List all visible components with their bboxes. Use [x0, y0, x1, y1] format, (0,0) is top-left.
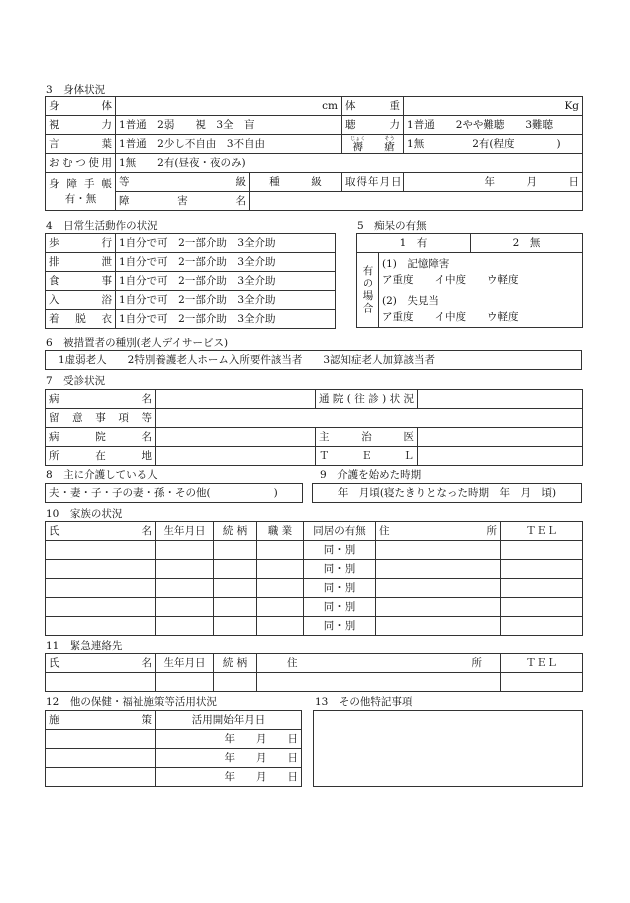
- adl-table: [45, 233, 336, 329]
- tel-value: [418, 447, 583, 466]
- speech-options: 1普通 2少し不自由 3不自由: [116, 135, 342, 154]
- section-6-title: 6 被措置者の種別(老人デイサービス): [46, 337, 229, 349]
- disorientation: (2) 失見当 ア重度 イ中度 ウ軽度: [379, 290, 583, 328]
- diaper-label: おむつ使用: [46, 154, 116, 173]
- disease-value: [156, 390, 316, 409]
- address-label: 所 在 地: [46, 447, 156, 466]
- section-12-title: 12 他の保健・福祉施策等活用状況: [46, 696, 217, 708]
- dementia-case-label: 有の場合: [357, 253, 379, 328]
- medical-table: [45, 389, 583, 466]
- emergency-birth-header: 生年月日: [156, 654, 214, 673]
- emergency-rel-header: 続 柄: [214, 654, 257, 673]
- adl-label: 入 浴: [46, 291, 116, 310]
- adl-options: 1自分で可 2一部介助 3全介助: [116, 291, 336, 310]
- family-live-header: 同居の有無: [304, 522, 376, 541]
- vision-label: 視 力: [46, 116, 116, 135]
- family-name-header: 氏 名: [46, 522, 156, 541]
- care-type-table: [45, 350, 582, 370]
- facility-header: 施 策: [46, 711, 156, 730]
- kind-label: 種 級: [250, 173, 342, 192]
- speech-label: 言 葉: [46, 135, 116, 154]
- section-4-title: 4 日常生活動作の状況: [46, 220, 158, 232]
- care-type-options: 1虚弱老人 2特別養護老人ホーム入所要件該当者 3認知症老人加算該当者: [46, 351, 582, 370]
- acquired-label: 取得年月日: [342, 173, 404, 192]
- section-8-title: 8 主に介護している人: [46, 469, 158, 481]
- emergency-addr-header: 住 所: [257, 654, 501, 673]
- adl-options: 1自分で可 2一部介助 3全介助: [116, 234, 336, 253]
- weight-label: 体 重: [342, 97, 404, 116]
- vision-options: 1普通 2弱 視 3全 盲: [116, 116, 342, 135]
- height-label: 身 体: [46, 97, 116, 116]
- welfare-table: [45, 710, 302, 787]
- adl-options: 1自分で可 2一部介助 3全介助: [116, 253, 336, 272]
- section-3-title: 3 身体状況: [46, 84, 106, 96]
- dementia-no: 2 無: [471, 234, 583, 253]
- adl-label: 着 脱 衣: [46, 310, 116, 329]
- section-7-title: 7 受診状況: [46, 375, 106, 387]
- hospital-value: [156, 428, 316, 447]
- disease-label: 病 名: [46, 390, 156, 409]
- doctor-label: 主 治 医: [316, 428, 418, 447]
- bedsore-options: 1無 2有(程度 ): [404, 135, 583, 154]
- start-date-value: 年 月 日: [156, 730, 302, 749]
- family-job-header: 職 業: [257, 522, 304, 541]
- visit-value: [418, 390, 583, 409]
- hospital-label: 病 院 名: [46, 428, 156, 447]
- height-unit: cm: [116, 97, 342, 116]
- family-live-value: 同・別: [304, 598, 376, 617]
- section-5-title: 5 痴呆の有無: [357, 220, 427, 232]
- body-status-table: [45, 96, 583, 211]
- grade-label: 等 級: [116, 173, 250, 192]
- adl-label: 食 事: [46, 272, 116, 291]
- memory-impairment: (1) 記憶障害 ア重度 イ中度 ウ軽度: [379, 253, 583, 291]
- doctor-value: [418, 428, 583, 447]
- adl-label: 排 泄: [46, 253, 116, 272]
- bedsore-label: 褥じょく 瘡そう: [342, 135, 404, 154]
- address-value: [156, 447, 316, 466]
- family-live-value: 同・別: [304, 560, 376, 579]
- tel-label: Ｔ Ｅ Ｌ: [316, 447, 418, 466]
- disability-label: 障害名: [116, 192, 250, 211]
- family-table: [45, 521, 583, 636]
- caregiver-options: 夫・妻・子・子の妻・孫・その他( ): [46, 484, 303, 503]
- acquired-date: 年 月 日: [404, 173, 583, 192]
- family-addr-header: 住 所: [376, 522, 501, 541]
- emergency-name-header: 氏 名: [46, 654, 156, 673]
- family-tel-header: ＴＥＬ: [501, 522, 583, 541]
- notes-label: 留意事項等: [46, 409, 156, 428]
- start-date-value: 年 月 日: [156, 768, 302, 787]
- dementia-table: [356, 233, 583, 328]
- adl-label: 歩 行: [46, 234, 116, 253]
- care-start-table: [312, 483, 582, 503]
- hearing-options: 1普通 2やや難聴 3難聴: [404, 116, 583, 135]
- notes-box: [313, 710, 583, 787]
- weight-unit: Kg: [404, 97, 583, 116]
- family-rel-header: 続 柄: [214, 522, 257, 541]
- diaper-options: 1無 2有(昼夜・夜のみ): [116, 154, 583, 173]
- section-10-title: 10 家族の状況: [46, 508, 123, 520]
- family-live-value: 同・別: [304, 617, 376, 636]
- caregiver-table: [45, 483, 303, 503]
- visit-label: 通院(往診)状況: [316, 390, 418, 409]
- disability-value: [250, 192, 583, 211]
- dementia-yes: 1 有: [357, 234, 471, 253]
- section-9-title: 9 介護を始めた時期: [320, 469, 422, 481]
- adl-options: 1自分で可 2一部介助 3全介助: [116, 310, 336, 329]
- emergency-table: [45, 653, 583, 692]
- family-live-value: 同・別: [304, 541, 376, 560]
- family-live-value: 同・別: [304, 579, 376, 598]
- care-start-options: 年 月頃(寝たきりとなった時期 年 月 頃): [313, 484, 582, 503]
- section-13-title: 13 その他特記事項: [315, 696, 413, 708]
- start-date-header: 活用開始年月日: [156, 711, 302, 730]
- handbook-label: 身障手帳 有・無: [46, 173, 116, 211]
- adl-options: 1自分で可 2一部介助 3全介助: [116, 272, 336, 291]
- hearing-label: 聴 力: [342, 116, 404, 135]
- family-birth-header: 生年月日: [156, 522, 214, 541]
- start-date-value: 年 月 日: [156, 749, 302, 768]
- section-11-title: 11 緊急連絡先: [46, 640, 123, 652]
- emergency-tel-header: ＴＥＬ: [501, 654, 583, 673]
- notes-value: [156, 409, 583, 428]
